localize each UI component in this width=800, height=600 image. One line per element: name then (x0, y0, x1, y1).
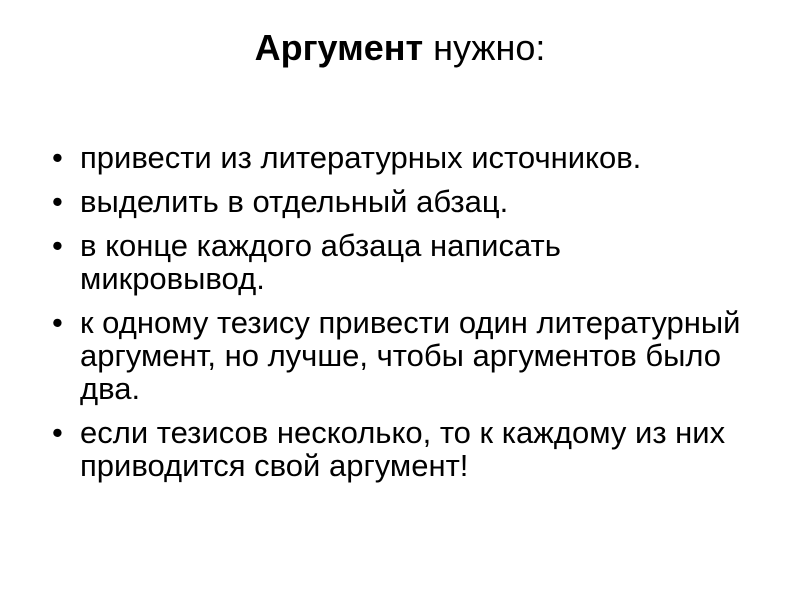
slide-title (0, 26, 800, 70)
list-item-text: выделить в отдельный абзац. (80, 184, 509, 219)
slide-title-bold: Аргумент (254, 27, 424, 68)
list-item (52, 306, 752, 405)
list-item (52, 185, 752, 218)
list-item-text: если тезисов несколько, то к каждому из них приводится свой аргумент! (80, 415, 726, 483)
list-item (52, 229, 752, 295)
bullet-icon: • (52, 305, 63, 340)
list-item (52, 416, 752, 482)
bullet-icon: • (52, 184, 63, 219)
bullet-icon: • (52, 140, 63, 175)
bullet-icon: • (52, 415, 63, 450)
list-item-text: привести из литературных источников. (80, 140, 642, 175)
slide-title-rest: нужно: (423, 27, 546, 68)
list-item (52, 141, 752, 174)
bullet-icon: • (52, 228, 63, 263)
bullet-list (52, 141, 752, 493)
list-item-text: в конце каждого абзаца написать микровывод. (80, 228, 561, 296)
list-item-text: к одному тезису привести один литературный аргумент, но лучше, чтобы аргументов было два. (80, 305, 741, 406)
